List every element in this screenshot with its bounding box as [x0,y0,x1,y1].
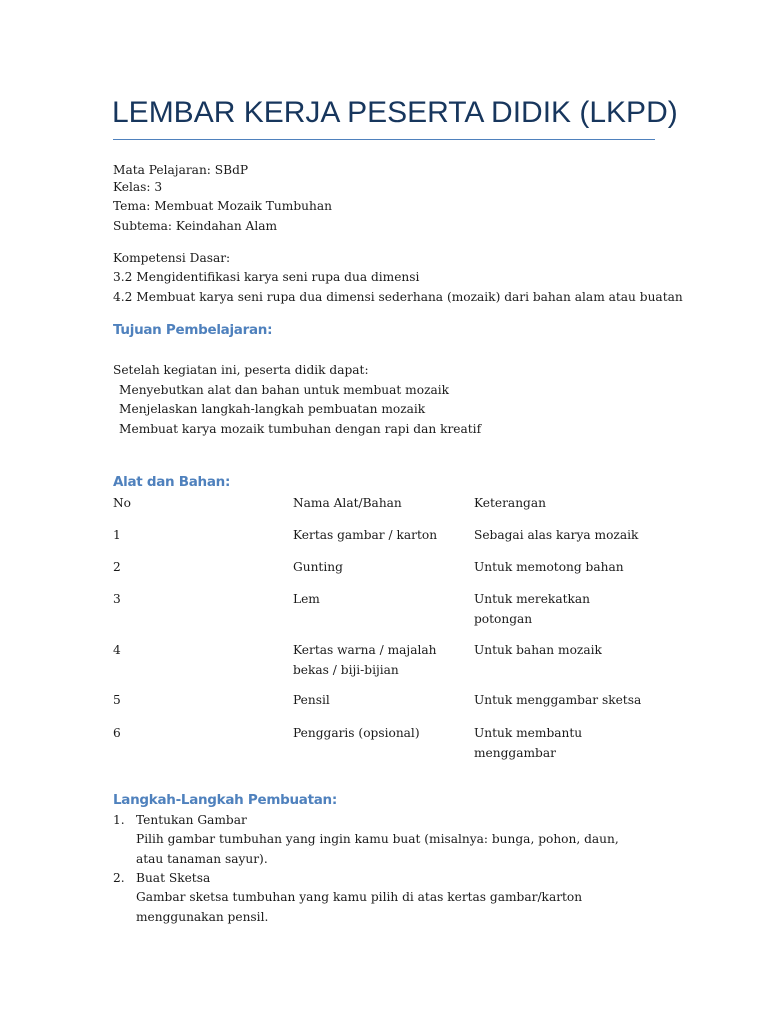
column-header-nama: Nama Alat/Bahan [293,496,402,510]
kompetensi-item: 4.2 Membuat karya seni rupa dua dimensi sederhana (mozaik) dari bahan alam atau buatan [113,290,683,304]
column-header-keterangan: Keterangan [474,496,546,510]
tujuan-heading: Tujuan Pembelajaran: [113,322,273,338]
tujuan-item: Membuat karya mozaik tumbuhan dengan rapi dan kreatif [119,422,482,436]
step-number: 1. [113,813,125,827]
table-cell-keterangan: Sebagai alas karya mozaik [474,528,639,542]
table-cell-nama: Kertas warna / majalah bekas / biji-bijian [293,643,437,677]
table-cell-keterangan: Untuk bahan mozaik [474,643,602,657]
step-description: Gambar sketsa tumbuhan yang kamu pilih di atas kertas gambar/karton menggunakan pensil. [136,890,583,924]
table-cell-no: 6 [113,726,121,740]
tujuan-intro: Setelah kegiatan ini, peserta didik dapat: [113,363,369,377]
tujuan-item: Menyebutkan alat dan bahan untuk membuat mozaik [119,383,450,397]
table-cell-no: 5 [113,693,121,707]
info-theme: Tema: Membuat Mozaik Tumbuhan [113,199,332,213]
table-cell-keterangan: Untuk memotong bahan [474,560,624,574]
table-cell-nama: Penggaris (opsional) [293,726,420,740]
kompetensi-item: 3.2 Mengidentifikasi karya seni rupa dua dimensi [113,270,420,284]
info-subject: Mata Pelajaran: SBdP [113,163,249,177]
table-cell-no: 1 [113,528,121,542]
table-cell-nama: Lem [293,592,320,606]
kompetensi-label: Kompetensi Dasar: [113,251,231,265]
step-number: 2. [113,871,125,885]
title-divider [113,139,655,140]
step-description: Pilih gambar tumbuhan yang ingin kamu buat (misalnya: bunga, pohon, daun, atau tanaman sayur). [136,832,619,866]
table-cell-no: 4 [113,643,121,657]
table-cell-no: 2 [113,560,121,574]
column-header-no: No [113,496,132,510]
tujuan-item: Menjelaskan langkah-langkah pembuatan mozaik [119,402,426,416]
page-title: LEMBAR KERJA PESERTA DIDIK (LKPD) [112,96,678,129]
table-cell-nama: Kertas gambar / karton [293,528,438,542]
table-cell-keterangan: Untuk menggambar sketsa [474,693,642,707]
step-title: Tentukan Gambar [136,813,247,827]
info-class: Kelas: 3 [113,180,163,194]
alat-heading: Alat dan Bahan: [113,474,231,490]
info-subtheme: Subtema: Keindahan Alam [113,219,278,233]
table-cell-no: 3 [113,592,121,606]
langkah-heading: Langkah-Langkah Pembuatan: [113,792,337,808]
table-cell-keterangan: Untuk merekatkan potongan [474,592,590,626]
table-cell-keterangan: Untuk membantu menggambar [474,726,583,760]
step-title: Buat Sketsa [136,871,211,885]
table-cell-nama: Pensil [293,693,330,707]
table-cell-nama: Gunting [293,560,343,574]
